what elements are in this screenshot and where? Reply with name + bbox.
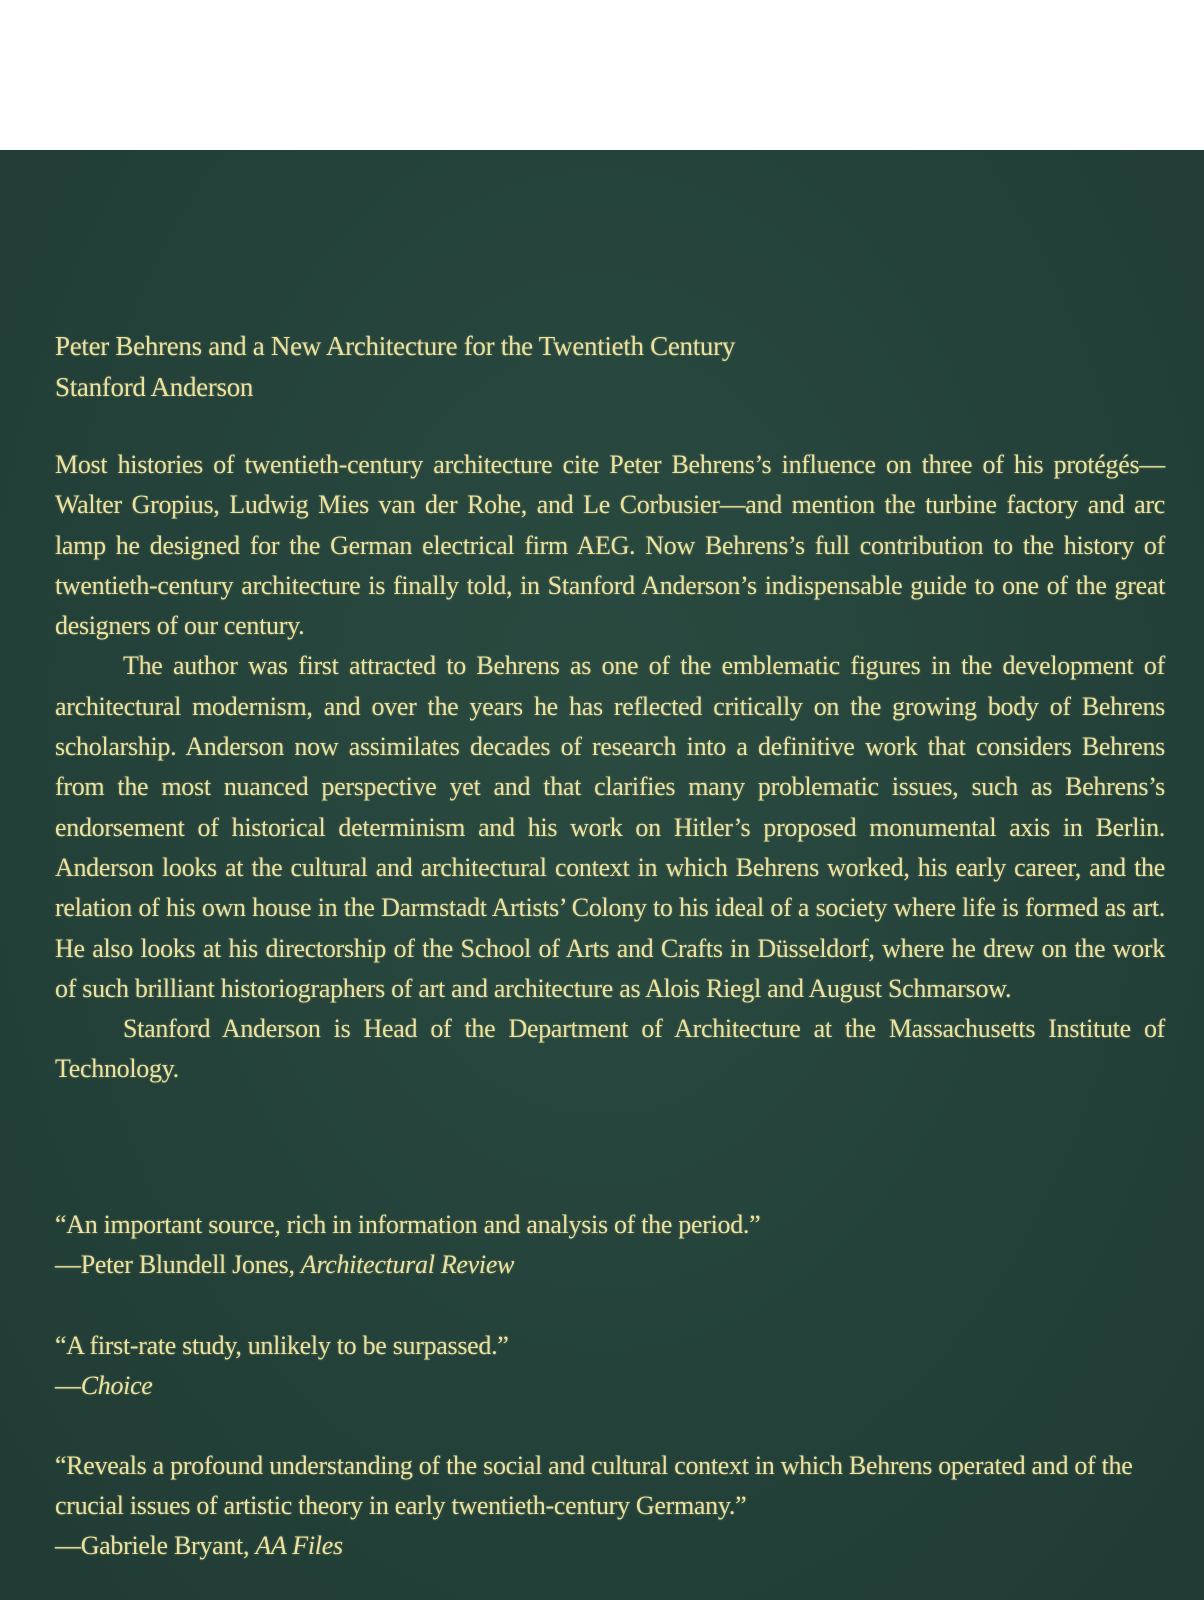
review-quote-3: [55, 1446, 1165, 1566]
review-source: AA Files: [255, 1531, 343, 1560]
reviewer-name: —: [55, 1371, 81, 1400]
review-attribution: [55, 1526, 1165, 1566]
review-quote-1: [55, 1205, 1165, 1285]
review-attribution: [55, 1366, 1165, 1406]
description-paragraph-1: Most histories of twentieth-century architecture cite Peter Behrens’s influence on three of his protégés—Walter Gropius, Ludwig Mies van der Rohe, and Le Corbusier—and mention the turbine factory and arc lamp he designed for the German electrical firm AEG. Now Behrens’s full contribution to the history of twentieth-century architecture is finally told, in Stanford Anderson’s indispensable guide to one of the great designers of our century.: [55, 450, 1165, 641]
book-title: Peter Behrens and a New Architecture for the Twentieth Century: [55, 331, 736, 361]
author-bio-paragraph: Stanford Anderson is Head of the Department of Architecture at the Massachusetts Institute of Technology.: [55, 1014, 1165, 1084]
book-author: Stanford Anderson: [55, 372, 254, 402]
back-cover: [0, 150, 1204, 1600]
review-text: “A first-rate study, unlikely to be surpassed.”: [55, 1331, 509, 1360]
review-quote-2: [55, 1326, 1165, 1406]
reviewer-name: —Peter Blundell Jones,: [55, 1250, 301, 1279]
review-text: “An important source, rich in information and analysis of the period.”: [55, 1210, 761, 1239]
book-description: [55, 445, 1165, 1090]
review-text: “Reveals a profound understanding of the social and cultural context in which Behrens operated and of the crucial issues of artistic theory in early twentieth-century Germany.”: [55, 1451, 1133, 1520]
book-header: [55, 326, 1155, 408]
review-attribution: [55, 1245, 1165, 1285]
review-source: Choice: [80, 1371, 153, 1400]
description-paragraph-2: The author was first attracted to Behrens as one of the emblematic figures in the development of architectural modernism, and over the years he has reflected critically on the growing body of Behrens scholarship. Anderson now assimilates decades of research into a definitive work that considers Behrens from the most nuanced perspective yet and that clarifies many problematic issues, such as Behrens’s endorsement of historical determinism and his work on Hitler’s proposed monumental axis in Berlin. Anderson looks at the cultural and architectural context in which Behrens worked, his early career, and the relation of his own house in the Darmstadt Artists’ Colony to his ideal of a society where life is formed as art. He also looks at his directorship of the School of Arts and Crafts in Düsseldorf, where he drew on the work of such brilliant historiographers of art and architecture as Alois Riegl and August Schmarsow.: [55, 651, 1165, 1003]
review-source: Architectural Review: [300, 1250, 515, 1279]
reviewer-name: —Gabriele Bryant,: [55, 1531, 256, 1560]
